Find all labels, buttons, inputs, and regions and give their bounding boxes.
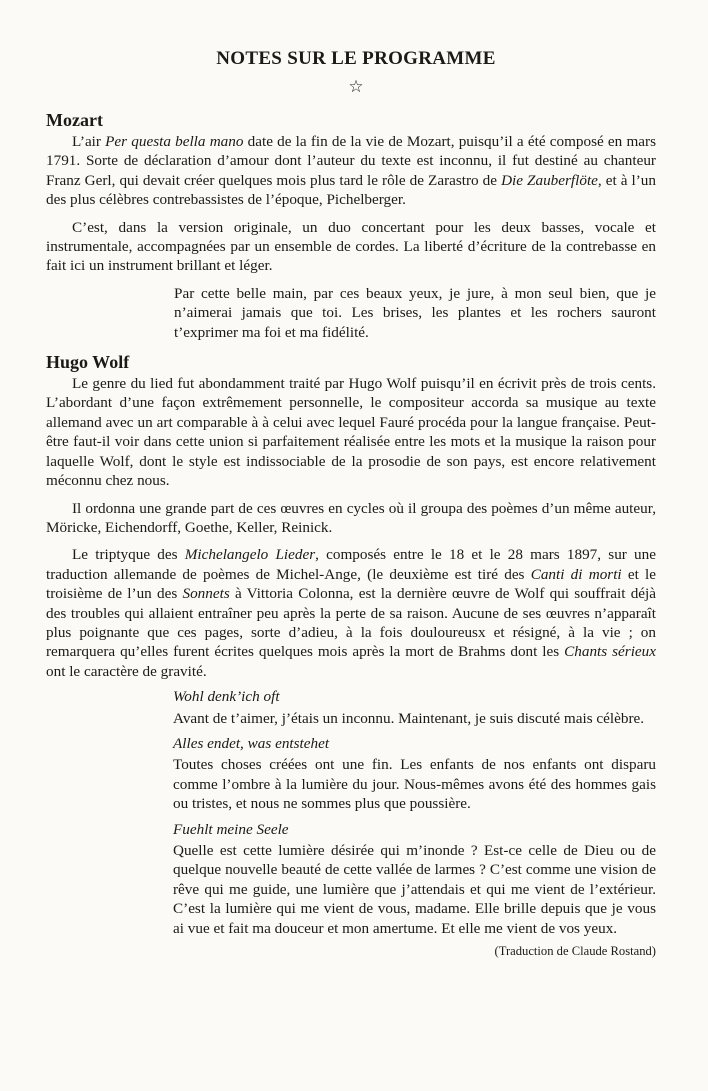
document-page [46, 46, 656, 959]
wolf-heading: Hugo Wolf [46, 352, 130, 373]
page-title: NOTES SUR LE PROGRAMME [216, 48, 496, 69]
translation-credit: (Traduction de Claude Rostand) [494, 944, 656, 959]
lied-wohl-denk [173, 687, 656, 728]
mozart-paragraph-2: C’est, dans la version originale, un duo concertant pour les deux basses, vocale et instrumentale, accompagnées par un ensemble de cordes. La liberté d’écriture de la contrebasse en fait ici un instrument brillant et léger. [46, 218, 656, 275]
lied-fuehlt-meine-seele [173, 820, 656, 938]
lied-translation: Toutes choses créées ont une fin. Les enfants de nos enfants ont disparu comme l’ombre à la lumière du jour. Nous-mêmes avons été des hommes gais ou tristes, et nous ne sommes plus que poussière. [173, 756, 656, 813]
lied-translation: Avant de t’aimer, j’étais un inconnu. Maintenant, je suis discuté mais célèbre. [173, 709, 645, 727]
lied-title: Wohl denk’ich oft [173, 688, 280, 706]
lied-title: Fuehlt meine Seele [173, 820, 289, 838]
lied-translation: Quelle est cette lumière désirée qui m’inonde ? Est-ce celle de Dieu ou de quelque nouvelle beauté de cette vallée de larmes ? C’est comme une vision de rêve qui me guide, une lumière que j’attendais et qui me vient de l’extérieur. C’est la lumière qui me vient de vous, madame. Elle brille depuis que je vous ai vue et fait ma douceur et mon amertume. Et elle me vient de vos yeux. [173, 842, 656, 937]
wolf-paragraph-1: Le genre du lied fut abondamment traité par Hugo Wolf puisqu’il en écrivit près de trois cents. L’abordant d’une façon extrêmement personnelle, le compositeur accorda sa musique au texte allemand avec un art comparable à à celui avec lequel Fauré procéda pour la langue française. Peut-être faut-il voir dans cette union si parfaitement réalisée entre les mots et la musique la raison pour laquelle Wolf, dont le style est indissociable de la prosodie de son pays, est encore relativement méconnu chez nous. [46, 375, 656, 490]
lied-alles-endet [173, 734, 656, 814]
star-ornament: ☆ [348, 77, 364, 96]
lied-title: Alles endet, was entstehet [173, 734, 330, 752]
mozart-paragraph-1: L’air Per questa bella mano date de la fin de la vie de Mozart, puisqu’il a été composé en mars 1791. Sorte de déclaration d’amour dont l’auteur du texte est inconnu, il fut destiné au chanteur Franz Gerl, qui devait créer quelques mois plus tard le rôle de Zarastro de Die Zauberflöte, et à l’un des plus célèbres contrebassistes de l’époque, Pichelberger. [46, 133, 656, 209]
mozart-heading: Mozart [46, 110, 103, 130]
mozart-translation-quote: Par cette belle main, par ces beaux yeux, je jure, à mon seul bien, que je n’aimerai jamais que toi. Les brises, les plantes et les rochers sauront t’exprimer ma foi et ma fidélité. [174, 284, 656, 341]
wolf-paragraph-3: Le triptyque des Michelangelo Lieder, composés entre le 18 et le 28 mars 1897, sur une traduction allemande de poèmes de Michel-Ange, (le deuxième est tiré des Canti di morti et le troisième de l’un des Sonnets à Vittoria Colonna, est la dernière œuvre de Wolf qui souffrait déjà des troubles qui allaient entraîner peu après la perte de sa raison. Aucune de ses œuvres n’apparaît plus poignante que ces pages, sorte d’adieu, à la fois douloureusx et résigné, à la vie ; on remarquera qu’elles furent écrites quelques mois après la mort de Brahms dont les Chants sérieux ont le caractère de gravité. [46, 546, 657, 680]
wolf-paragraph-2: Il ordonna une grande part de ces œuvres en cycles où il groupa des poèmes d’un même auteur, Möricke, Eichendorff, Goethe, Keller, Reinick. [46, 499, 656, 536]
